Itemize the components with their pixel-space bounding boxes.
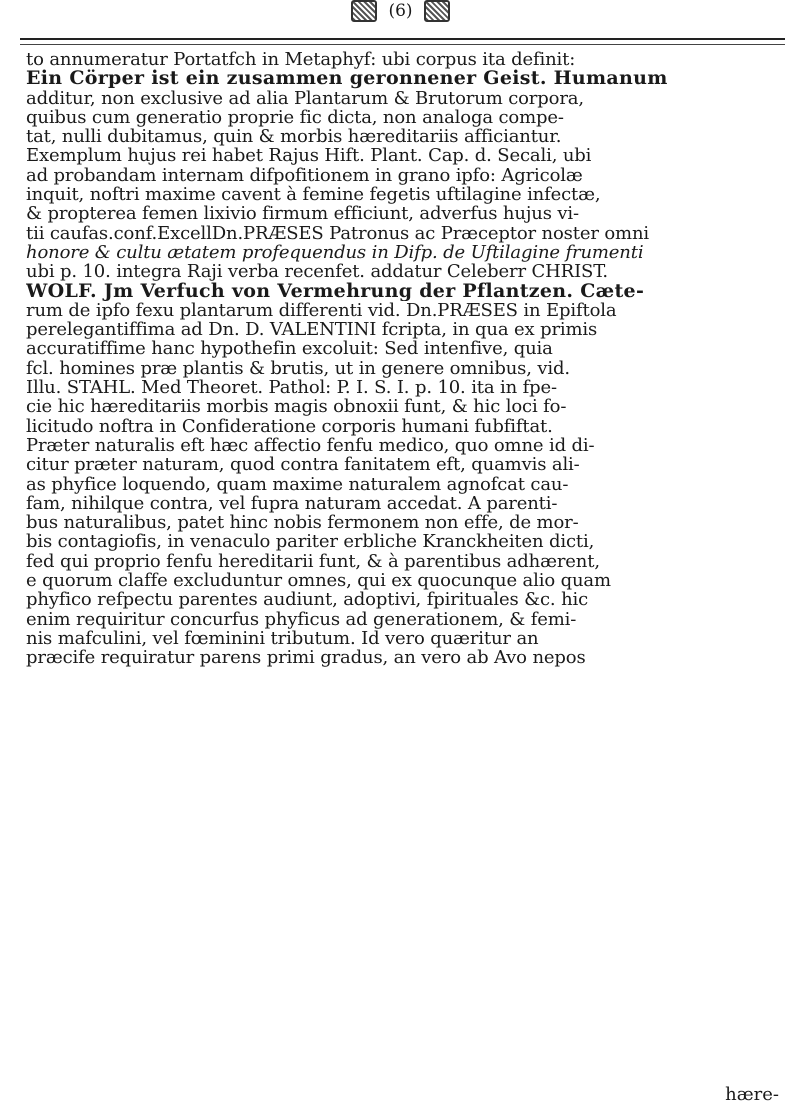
text-line: præcife requiratur parens primi gradus, an vero ab Avo nepos <box>26 648 586 668</box>
text-line: fcl. homines præ plantis & brutis, ut in genere omnibus, vid. <box>26 358 570 379</box>
text-line: & propterea femen lixivio firmum efficiunt, adverfus hujus vi- <box>26 204 579 224</box>
text-line: ad probandam internam difpofitionem in grano ipfo: Agricolæ <box>26 165 583 186</box>
text-line: additur, non exclusive ad alia Plantarum & Brutorum corpora, <box>26 88 584 108</box>
text-line: inquit, noftri maxime cavent à femine fegetis uftilagine infectæ, <box>26 185 601 205</box>
text-line: tii caufas.conf.ExcellDn.PRÆSES Patronus ac Præceptor noster omni <box>26 223 650 243</box>
text-line: phyfico refpectu parentes audiunt, adoptivi, fpirituales &c. hic <box>26 590 589 610</box>
text-line: cie hic hæreditariis morbis magis obnoxii funt, & hic loci fo- <box>26 397 567 417</box>
text-line: e quorum claffe excluduntur omnes, qui ex quocunque alio quam <box>26 571 611 591</box>
text-line: honore & cultu ætatem profequendus in Difp. de Uftilagine frumenti <box>26 242 644 263</box>
text-line: to annumeratur Portatfch in Metaphyf: ubi corpus ita definit: <box>26 50 576 70</box>
text-line: bis contagiofis, in venaculo pariter erbliche Kranckheiten dicti, <box>26 532 595 552</box>
text-line: ubi p. 10. integra Raji verba recenfet. addatur Celeberr CHRIST. <box>26 262 609 282</box>
text-line: as phyfice loquendo, quam maxime naturalem agnofcat cau- <box>26 474 569 494</box>
text-line: quibus cum generatio proprie fic dicta, non analoga compe- <box>26 107 564 128</box>
body-text <box>26 50 786 668</box>
text-line: accuratiffime hanc hypothefin excoluit: Sed intenfive, quia <box>26 339 553 359</box>
text-line: fed qui proprio fenfu hereditarii funt, & à parentibus adhærent, <box>26 551 600 572</box>
text-line: fam, nihilque contra, vel fupra naturam accedat. A parenti- <box>26 493 558 514</box>
text-line: enim requiritur concurfus phyficus ad generationem, & femi- <box>26 609 577 629</box>
text-line: Illu. STAHL. Med Theoret. Pathol: P. I. S. I. p. 10. ita in fpe- <box>26 378 557 398</box>
page-number: (6) <box>388 1 413 21</box>
text-line: nis mafculini, vel fœminini tributum. Id vero quæritur an <box>26 628 539 649</box>
catchword: hære- <box>725 1084 779 1105</box>
text-line: licitudo noftra in Confideratione corporis humani fubfiftat. <box>26 416 553 436</box>
text-line: rum de ipfo fexu plantarum differenti vid. Dn.PRÆSES in Epiftola <box>26 300 617 321</box>
ornament-left-icon <box>351 0 377 22</box>
text-line: perelegantiffima ad Dn. D. VALENTINI fcripta, in qua ex primis <box>26 320 598 340</box>
text-line: Ein Cörper ist ein zusammen geronnener Geist. Humanum <box>26 69 668 89</box>
page-header <box>0 0 801 22</box>
text-line: Præter naturalis eft hæc affectio fenfu medico, quo omne id di- <box>26 435 595 456</box>
text-line: Exemplum hujus rei habet Rajus Hift. Plant. Cap. d. Secali, ubi <box>26 146 592 166</box>
text-line: bus naturalibus, patet hinc nobis fermonem non effe, de mor- <box>26 513 579 533</box>
header-rule <box>20 38 785 45</box>
text-line: WOLF. Jm Verfuch von Vermehrung der Pflantzen. Cæte- <box>26 281 645 301</box>
ornament-right-icon <box>424 0 450 22</box>
text-line: tat, nulli dubitamus, quin & morbis hæreditariis afficiantur. <box>26 127 562 147</box>
text-line: citur præter naturam, quod contra fanitatem eft, quamvis ali- <box>26 455 580 475</box>
